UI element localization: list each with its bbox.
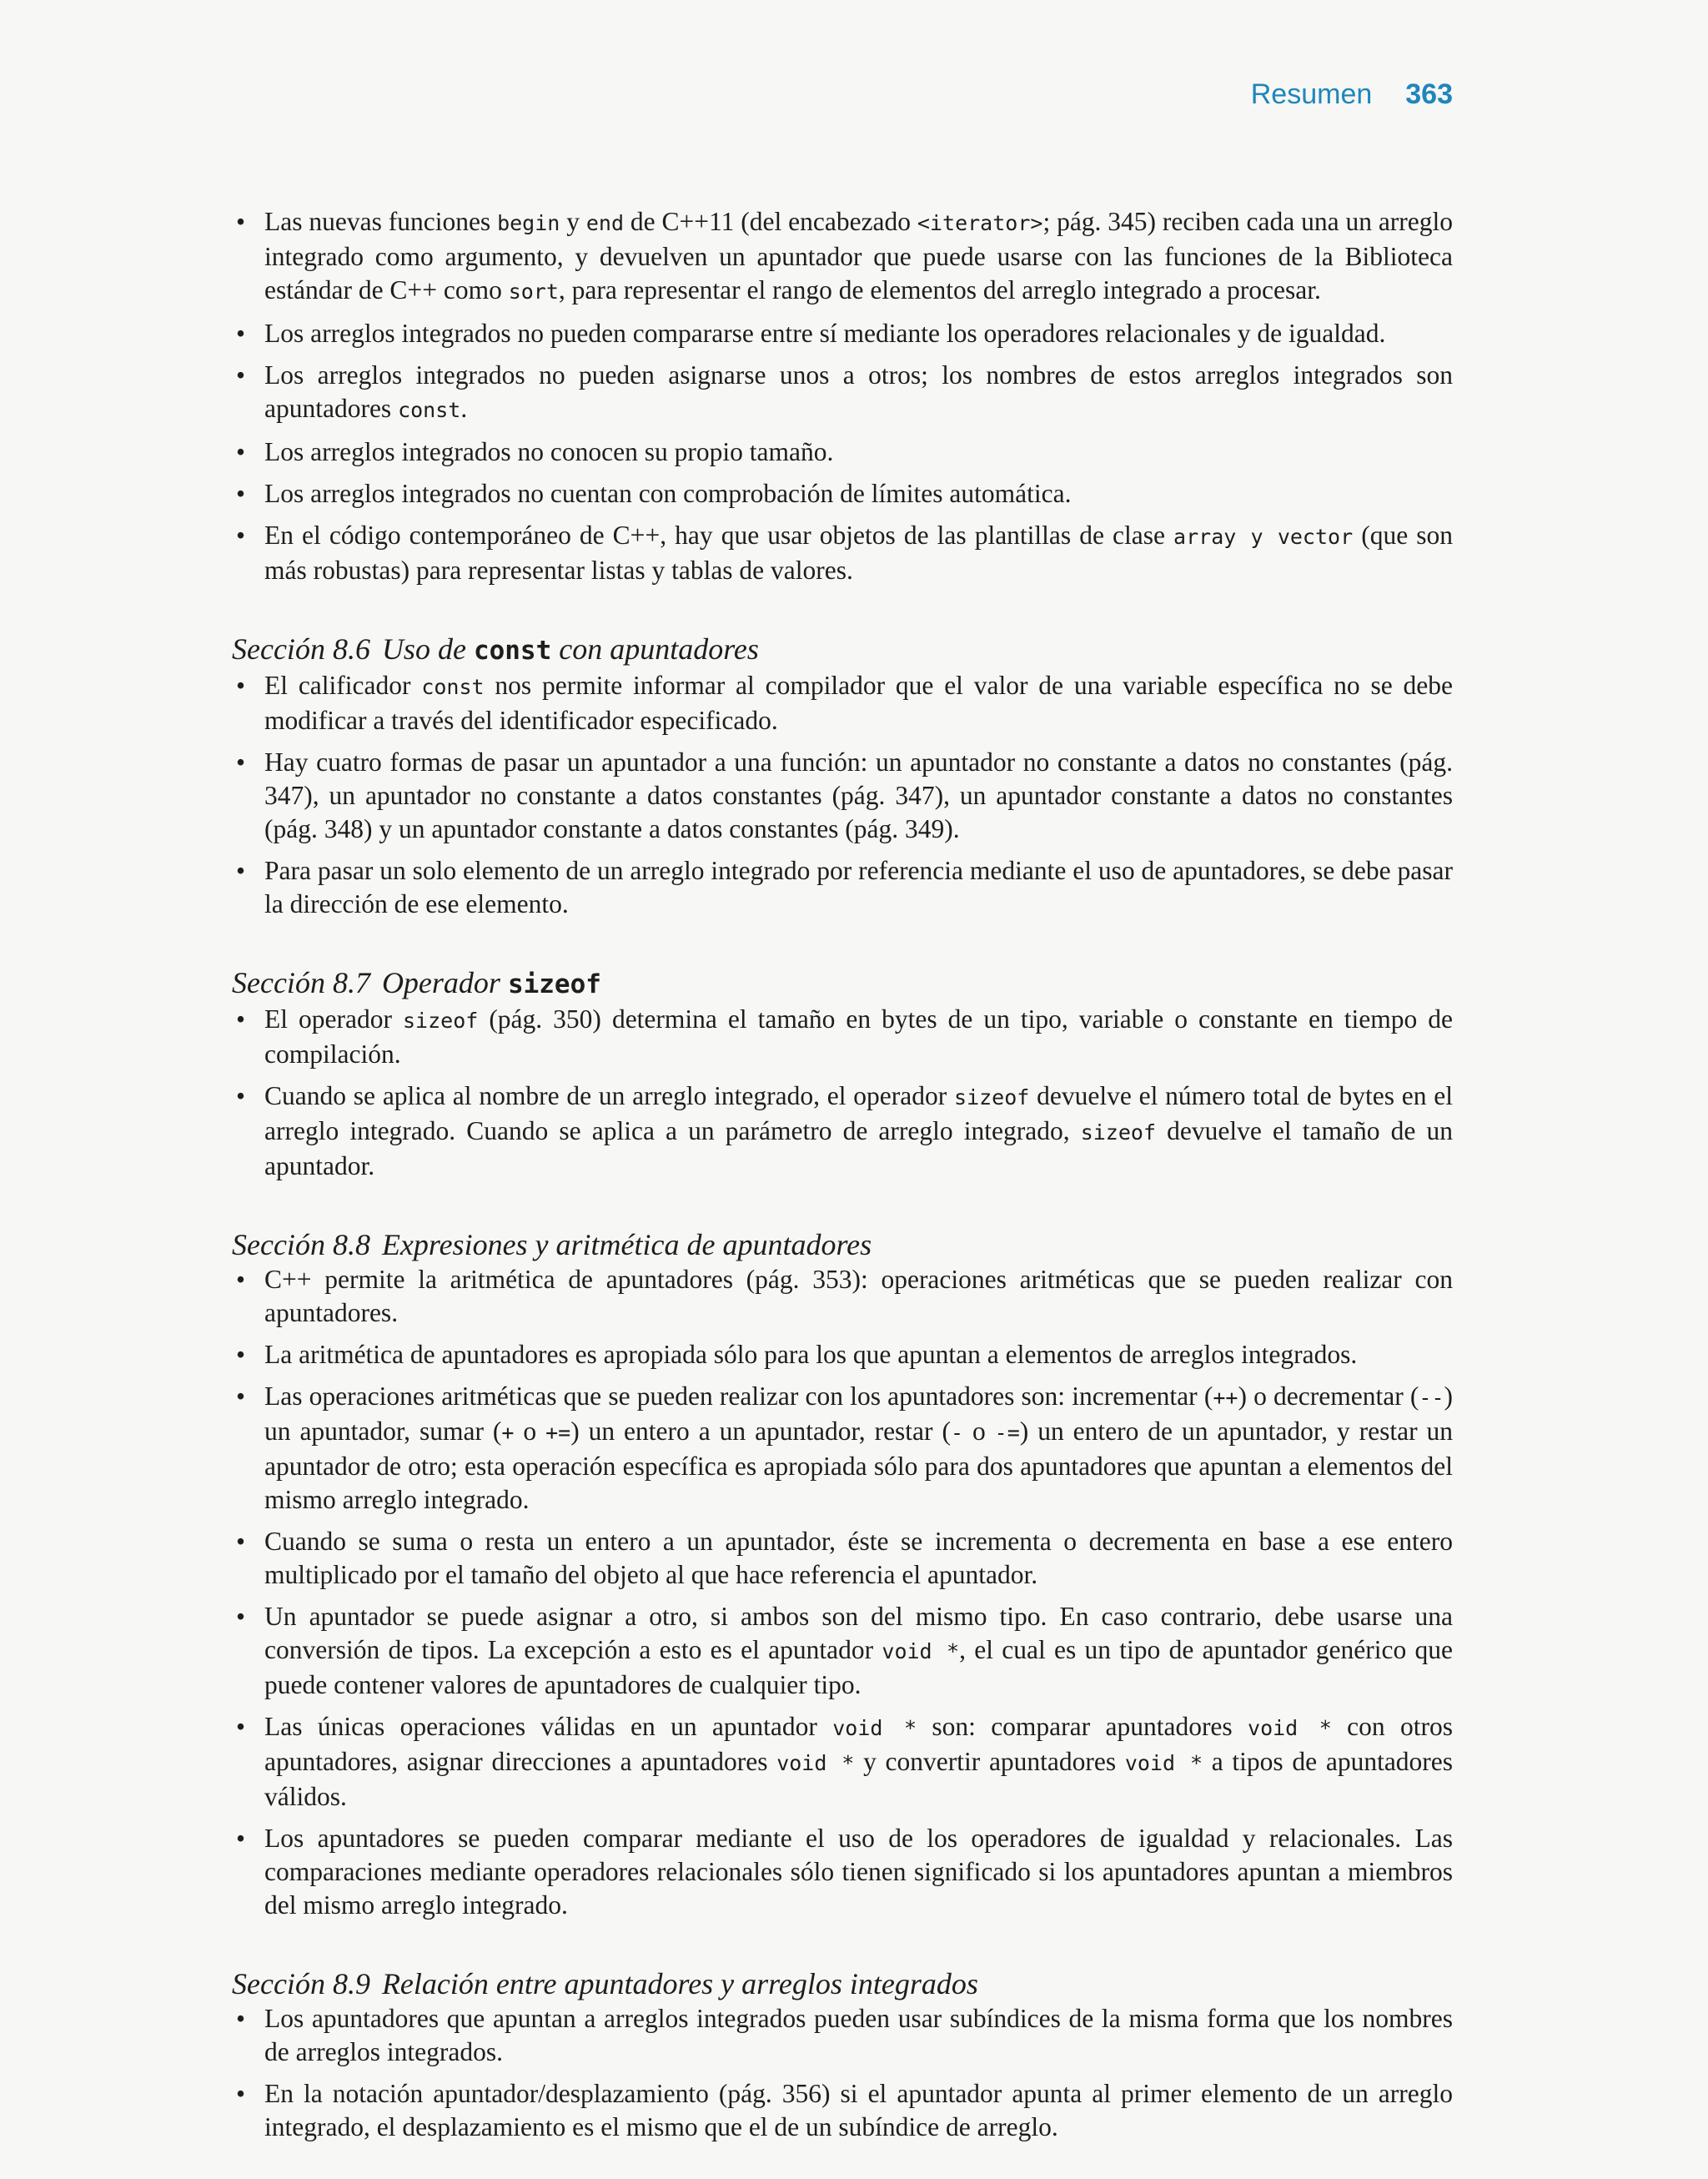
text-run: Para pasar un solo elemento de un arreglo integrado por referencia mediante el uso de apuntadores, se debe pasar la dirección de ese elemento. — [264, 856, 1453, 918]
bullet-item — [232, 1600, 1453, 1702]
bullet-icon: • — [236, 1081, 246, 1110]
section-title-code: const — [473, 636, 552, 666]
bullet-item — [232, 317, 1453, 350]
inline-code: sort — [508, 279, 559, 304]
bullet-item — [232, 2077, 1453, 2144]
bullet-icon: • — [236, 437, 246, 466]
bullet-icon: • — [236, 1712, 246, 1741]
bullet-icon: • — [236, 360, 246, 390]
bullet-item — [232, 1710, 1453, 1814]
text-run: En la notación apuntador/desplazamiento (pág. 356) si el apuntador apunta al primer elemento de un arreglo integrado, el desplazamiento es el mismo que el de un subíndice de arreglo. — [264, 2079, 1453, 2141]
text-run: son: comparar apuntadores — [917, 1712, 1248, 1741]
text-run: Cuando se suma o resta un entero a un apuntador, éste se incrementa o decrementa en base a ese entero multiplicado por el tamaño del objeto al que hace referencia el apuntador. — [264, 1527, 1453, 1589]
text-run: Los apuntadores que apuntan a arreglos integrados pueden usar subíndices de la misma forma que los nombres de arreglos integrados. — [264, 2004, 1453, 2066]
bullet-item — [232, 1263, 1453, 1330]
section-heading — [232, 1965, 1453, 2002]
inline-code: += — [545, 1421, 571, 1445]
bullet-icon: • — [236, 2004, 246, 2033]
summary-content — [232, 205, 1453, 2152]
bullet-item — [232, 854, 1453, 921]
section-number: Sección 8.7 — [232, 966, 370, 999]
inline-code: array y vector — [1173, 525, 1354, 549]
summary-sections — [232, 631, 1453, 2144]
bullet-item — [232, 1822, 1453, 1922]
bullet-item — [232, 477, 1453, 511]
bullet-icon: • — [236, 1824, 246, 1853]
bullet-item — [232, 1003, 1453, 1071]
text-run: con otros apuntadores, asignar direcciones a apuntadores — [264, 1712, 1453, 1776]
bullet-icon: • — [236, 479, 246, 508]
bullet-icon: • — [236, 1602, 246, 1631]
section-title-code: sizeof — [507, 969, 601, 999]
section-title-suffix: con apuntadores — [551, 632, 759, 666]
bullet-icon: • — [236, 1340, 246, 1369]
bullet-icon: • — [236, 319, 246, 348]
text-run: de C++11 (del encabezado — [624, 207, 917, 236]
section-bullet-list — [232, 669, 1453, 921]
text-run: y convertir apuntadores — [854, 1747, 1125, 1776]
bullet-icon: • — [236, 2079, 246, 2108]
inline-code: void * — [882, 1639, 960, 1663]
text-run: a tipos de apuntadores válidos. — [264, 1747, 1454, 1811]
inline-code: void * — [1124, 1751, 1203, 1775]
inline-code: -- — [1419, 1386, 1444, 1410]
page-number: 363 — [1405, 78, 1453, 110]
text-run: Las operaciones aritméticas que se pueden realizar con los apuntadores son: incrementar ( — [264, 1381, 1213, 1411]
text-run: En el código contemporáneo de C++, hay que usar objetos de las plantillas de clase — [264, 521, 1174, 550]
bullet-item — [232, 205, 1453, 309]
text-run: , el cual es un tipo de apuntador genérico que puede contener valores de apuntadores de cualquier tipo. — [264, 1635, 1454, 1699]
bullet-icon: • — [236, 671, 246, 700]
text-run: ) un entero de un apuntador, y restar un apuntador de otro; esta operación específica es apropiada sólo para dos apuntadores que apuntan a elementos del mismo arreglo integrado. — [264, 1417, 1454, 1514]
bullet-icon: • — [236, 856, 246, 885]
text-run: ) o decrementar ( — [1238, 1381, 1419, 1411]
bullet-icon: • — [236, 1381, 246, 1411]
text-run: El calificador — [264, 671, 422, 700]
bullet-icon: • — [236, 1265, 246, 1294]
intro-bullet-list — [232, 205, 1453, 587]
bullet-item — [232, 2002, 1453, 2069]
inline-code: void * — [1248, 1716, 1332, 1740]
inline-code: sizeof — [402, 1009, 479, 1033]
text-run: , para representar el rango de elementos del arreglo integrado a procesar. — [558, 275, 1321, 304]
text-run: Cuando se aplica al nombre de un arreglo integrado, el operador — [264, 1081, 955, 1110]
text-run: Los arreglos integrados no cuentan con comprobación de límites automática. — [264, 479, 1072, 508]
inline-code: <iterator> — [917, 211, 1043, 235]
bullet-item — [232, 746, 1453, 846]
inline-code: end — [585, 211, 625, 235]
section-title: Operador — [381, 966, 508, 999]
text-run: Un apuntador se puede asignar a otro, si ambos son del mismo tipo. En caso contrario, debe usarse una conversión de tipos. La excepción a esto es el apuntador — [264, 1602, 1453, 1664]
inline-code: sizeof — [1080, 1120, 1156, 1145]
inline-code: -= — [994, 1421, 1020, 1445]
text-run: (que son más robustas) para representar listas y tablas de valores. — [264, 521, 1454, 585]
section-number: Sección 8.9 — [232, 1967, 370, 2000]
bullet-item — [232, 359, 1453, 427]
bullet-item — [232, 669, 1453, 737]
inline-code: begin — [497, 211, 560, 235]
section-title: Relación entre apuntadores y arreglos integrados — [381, 1967, 978, 2000]
bullet-item — [232, 1338, 1453, 1371]
bullet-item — [232, 1079, 1453, 1183]
text-run: Hay cuatro formas de pasar un apuntador a una función: un apuntador no constante a datos no constantes (pág. 347), un apuntador no constante a datos constantes (pág. 347), un apuntador constante a datos no constantes (pág. 348) y un apuntador constante a datos constantes (pág. 349). — [264, 747, 1453, 843]
bullet-item — [232, 1380, 1453, 1517]
text-run: Los apuntadores se pueden comparar mediante el uso de los operadores de igualdad y relacionales. Las comparaciones mediante operadores relacionales sólo tienen significado si los apuntadores apuntan a miembros del mismo arreglo integrado. — [264, 1824, 1453, 1920]
text-run: o — [963, 1417, 995, 1446]
text-run: (pág. 350) determina el tamaño en bytes de un tipo, variable o constante en tiempo de compilación. — [264, 1004, 1453, 1069]
text-run: . — [460, 394, 468, 423]
text-run: C++ permite la aritmética de apuntadores (pág. 353): operaciones aritméticas que se pueden realizar con apuntadores. — [264, 1265, 1453, 1327]
section-heading — [232, 1226, 1453, 1263]
text-run: nos permite informar al compilador que el valor de una variable específica no se debe modificar a través del identificador especificado. — [264, 671, 1454, 735]
text-run: El operador — [264, 1004, 403, 1034]
section-bullet-list — [232, 2002, 1453, 2144]
section-heading — [232, 964, 1453, 1003]
inline-code: ++ — [1213, 1386, 1238, 1410]
text-run: ) un entero a un apuntador, restar ( — [570, 1417, 951, 1446]
section-bullet-list — [232, 1263, 1453, 1922]
bullet-icon: • — [236, 747, 246, 777]
header-section-title: Resumen — [1250, 78, 1373, 110]
inline-code: sizeof — [954, 1085, 1030, 1110]
inline-code: - — [950, 1421, 964, 1445]
inline-code: const — [421, 675, 485, 699]
text-run: y — [560, 207, 586, 236]
running-header — [1251, 78, 1453, 111]
text-run: Las nuevas funciones — [264, 207, 498, 236]
text-run: devuelve el número total de bytes en el arreglo integrado. Cuando se aplica a un parámetro de arreglo integrado, — [264, 1081, 1453, 1145]
section-heading — [232, 631, 1453, 669]
text-run: Los arreglos integrados no pueden asignarse unos a otros; los nombres de estos arreglos integrados son apuntadores — [264, 360, 1453, 423]
bullet-item — [232, 519, 1453, 587]
text-run: La aritmética de apuntadores es apropiada sólo para los que apuntan a elementos de arreglos integrados. — [264, 1340, 1358, 1369]
section-title: Expresiones y aritmética de apuntadores — [381, 1228, 872, 1261]
bullet-icon: • — [236, 1004, 246, 1034]
bullet-item — [232, 435, 1453, 469]
section-bullet-list — [232, 1003, 1453, 1183]
text-run: Los arreglos integrados no pueden compararse entre sí mediante los operadores relacionales y de igualdad. — [264, 319, 1386, 348]
inline-code: const — [398, 398, 461, 422]
bullet-icon: • — [236, 521, 246, 550]
text-run: Los arreglos integrados no conocen su propio tamaño. — [264, 437, 834, 466]
text-run: devuelve el tamaño de un apuntador. — [264, 1116, 1453, 1180]
inline-code: void * — [776, 1751, 855, 1775]
text-run: ; pág. 345) reciben cada una un arreglo integrado como argumento, y devuelven un apuntador que puede usarse con las funciones de la Biblioteca estándar de C++ como — [264, 207, 1454, 304]
text-run: o — [514, 1417, 546, 1446]
section-title: Uso de — [381, 632, 474, 666]
section-number: Sección 8.8 — [232, 1228, 370, 1261]
inline-code: + — [501, 1421, 515, 1445]
bullet-icon: • — [236, 207, 246, 236]
bullet-item — [232, 1525, 1453, 1592]
inline-code: void * — [832, 1716, 917, 1740]
section-number: Sección 8.6 — [232, 632, 370, 666]
text-run: Las únicas operaciones válidas en un apuntador — [264, 1712, 833, 1741]
text-run: ) un apuntador, sumar ( — [264, 1381, 1453, 1446]
bullet-icon: • — [236, 1527, 246, 1556]
